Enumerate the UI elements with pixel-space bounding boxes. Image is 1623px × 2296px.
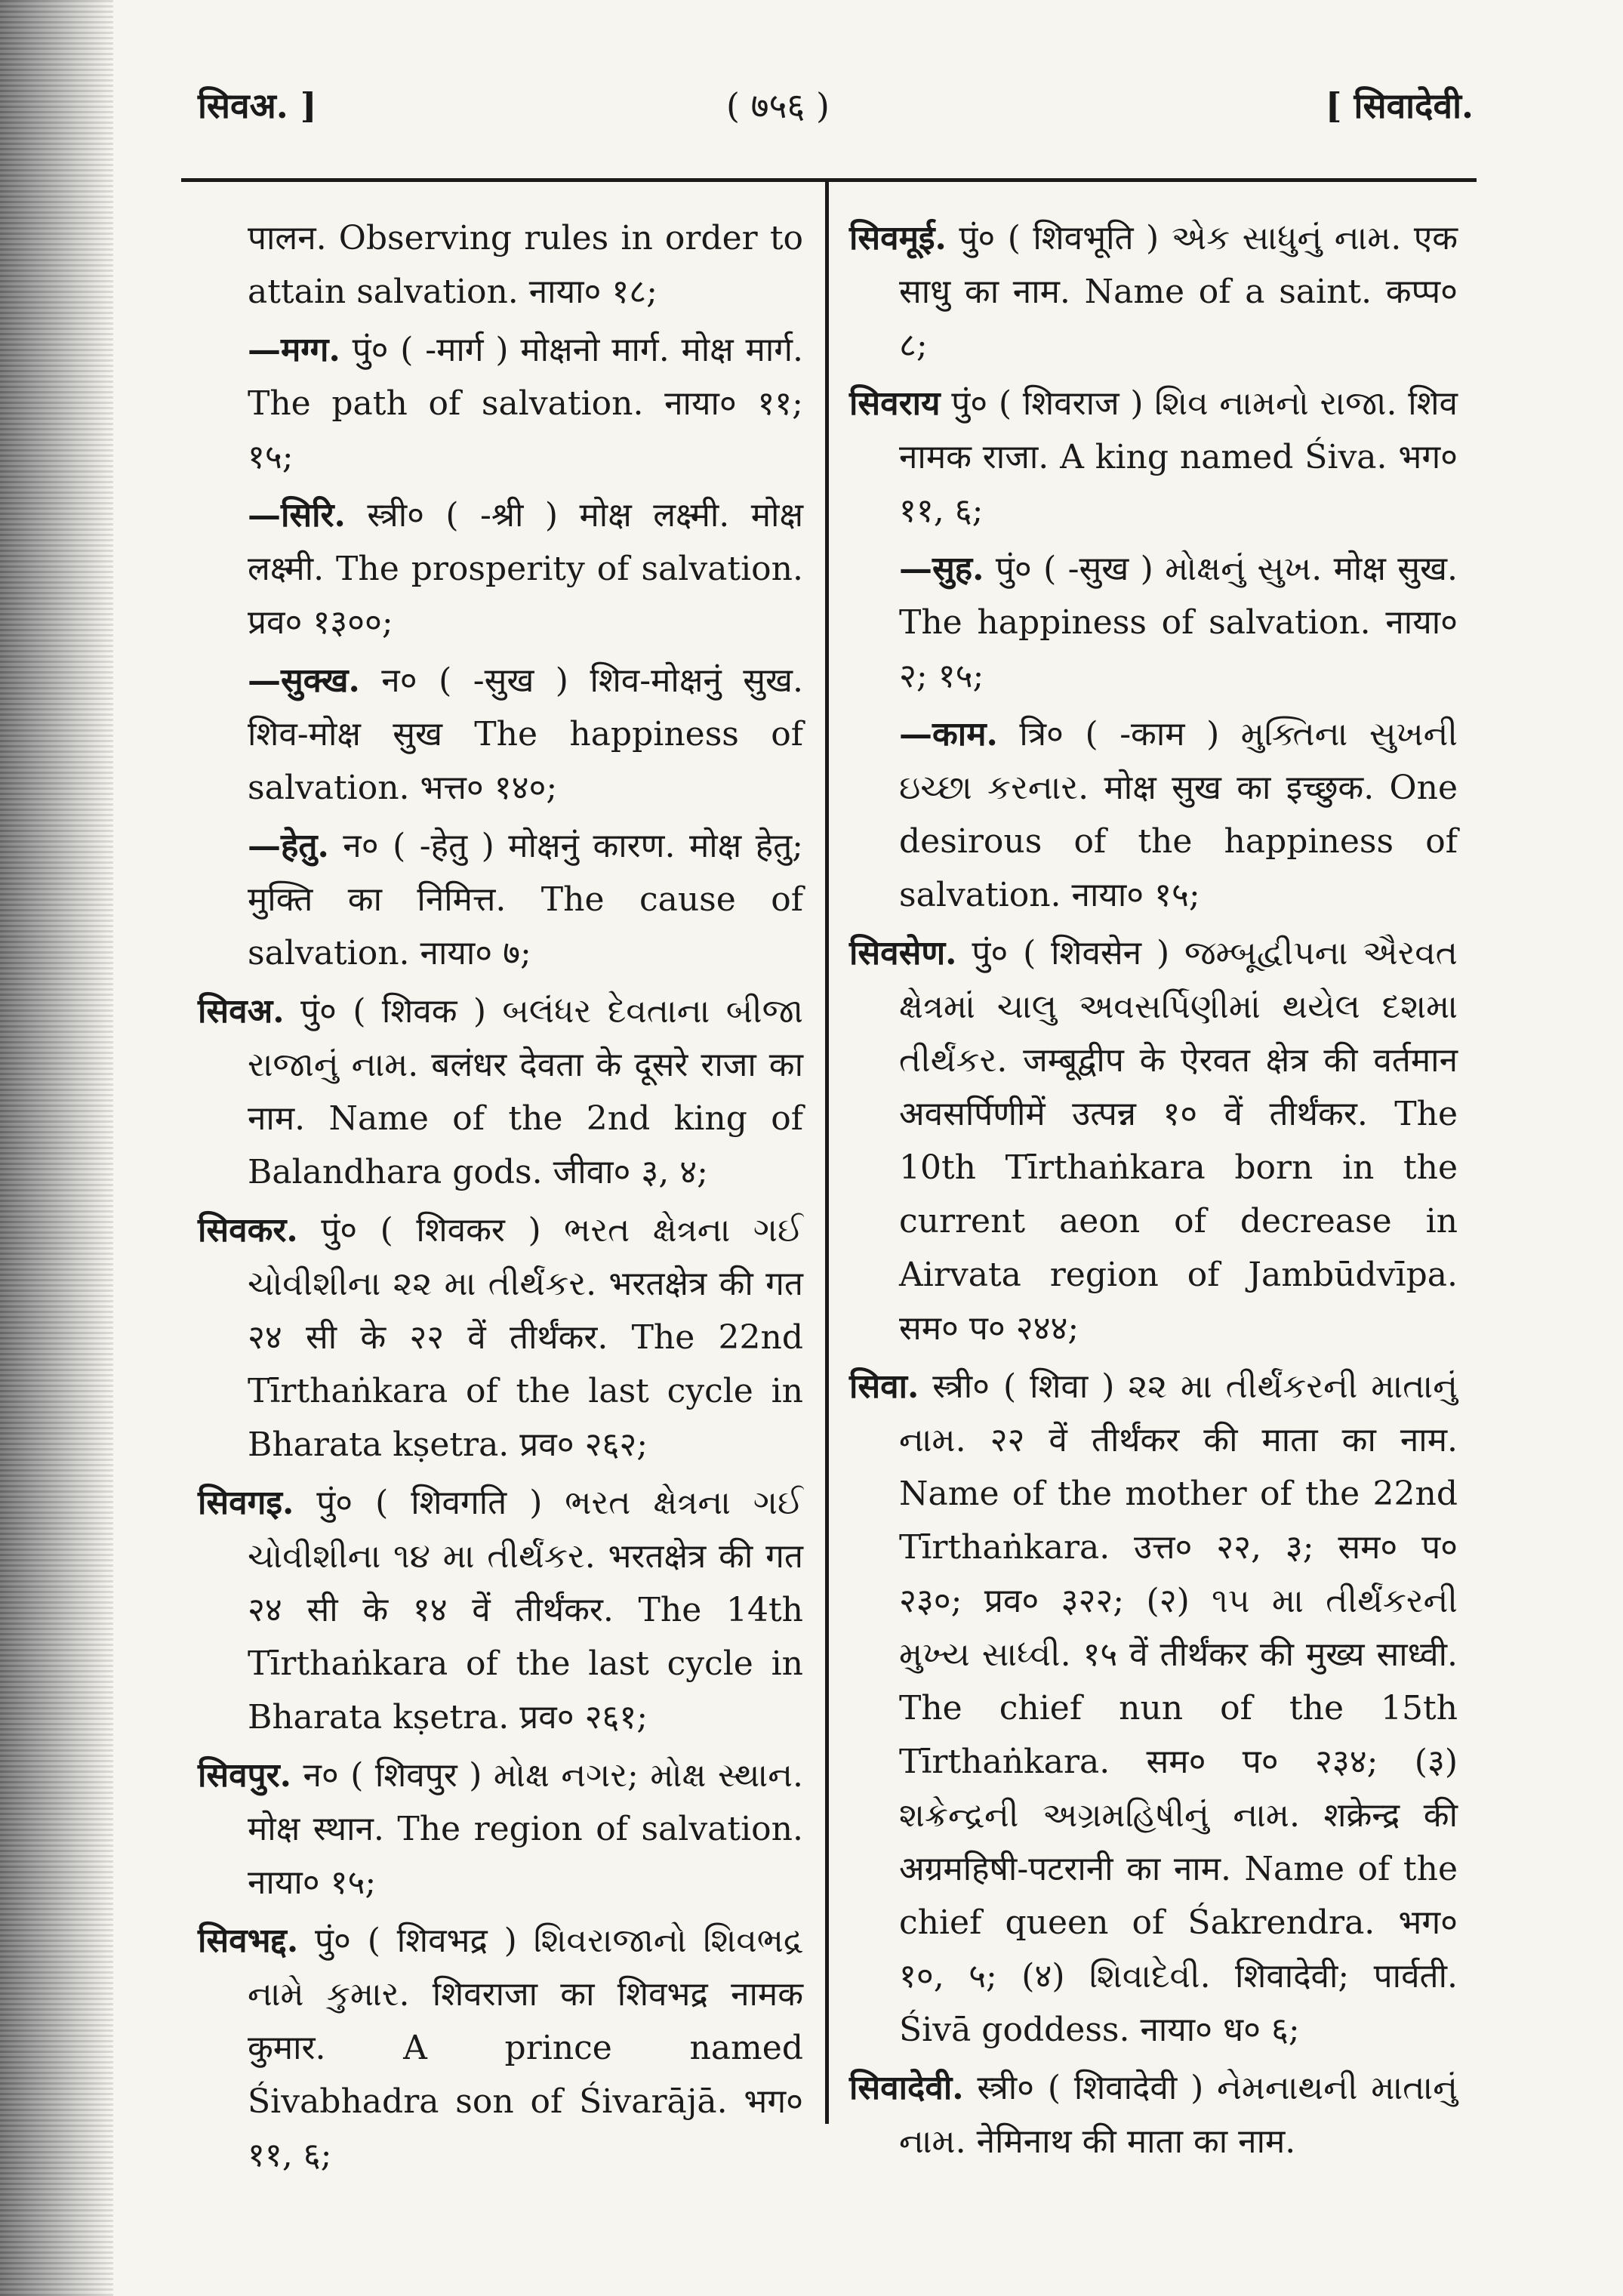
entry-compound-headword: —सिरि. — [248, 496, 346, 535]
dictionary-entry — [198, 211, 803, 319]
entry-headword: सिवकर. — [198, 1211, 298, 1250]
page-number: ( ७५६ ) — [726, 85, 830, 126]
entry-headword: सिवभद्द. — [198, 1922, 299, 1960]
dictionary-entry — [198, 1203, 803, 1472]
entry-definition: पुं० ( शिवसेन ) જમ્બૂદ્વીપના ઐરવત ક્ષેત્રમાં ચાલુ અવસર્પિણીમાં થયેલ દશમા તીર્થંકર. जम्बूद्वीप के ऐरवत क्षेत्र की वर्तमान अवसर्पिणीमें उत्पन्न १० वें तीर्थंकर. The 10th Tīrthaṅkara born in the current aeon of decrease in Airvata region of Jambūdvīpa. सम० प० २४४; — [899, 934, 1458, 1348]
entry-definition: पुं० ( -मार्ग ) मोक्षनो मार्ग. मोक्ष मार्ग. The path of salvation. नाया० ११; १५; — [248, 331, 803, 476]
left-column — [198, 211, 803, 2187]
dictionary-entry — [849, 1360, 1458, 2057]
entry-definition: स्त्री० ( शिवा ) ૨૨ મા તીર્થંકરની માતાનું નામ. २२ वें तीर्थंकर की माता का नाम. Name of the mother of the 22nd Tīrthaṅkara. उत्त० २२, ३; सम० प० २३०; प्रव० ३२२; (२) ૧૫ મા તીર્થંકરની મુખ્ય સાધ્વી. १५ वें तीर्थंकर की मुख्य साध्वी. The chief nun of the 15th Tīrthaṅkara. सम० प० २३४; (३) શક્રેન્દ્રની અગ્રમહિષીનું નામ. शक्रेन्द्र की अग्रमहिषी-पटरानी का नाम. Name of the chief queen of Śakrendra. भग० १०, ५; (४) શિવાદેવી. शिवादेवी; पार्वती. Śivā goddess. नाया० ध० ६; — [899, 1367, 1458, 2049]
entry-compound-headword: —मग्ग. — [248, 331, 340, 369]
entry-definition: न० ( -सुख ) शिव-मोक्षनुं सुख. शिव-मोक्ष सुख The happiness of salvation. भत्त० १४०; — [248, 661, 803, 807]
dictionary-entry — [198, 985, 803, 1199]
entry-definition: पुं० ( शिवभूति ) એક સાધુનું નામ. एक साधु का नाम. Name of a saint. कप्प० ८; — [899, 219, 1458, 365]
entry-headword: सिवराय — [849, 384, 941, 423]
dictionary-entry — [849, 211, 1458, 372]
entry-compound-headword: —सुक्ख. — [248, 661, 360, 700]
page-header — [198, 82, 1474, 142]
entry-headword: सिवादेवी. — [849, 2069, 964, 2107]
entry-headword: सिवपुर. — [198, 1756, 291, 1795]
scan-edge-shadow — [0, 0, 113, 2296]
dictionary-entry — [198, 323, 803, 484]
header-rule — [181, 178, 1477, 182]
entry-definition: पुं० ( शिवकर ) ભરત ક્ષેત્રના ગઈ ચોવીશીના ૨૨ મા તીર્થંકર. भरतक्षेत्र की गत २४ सी के २२ वें तीर्थंकर. The 22nd Tīrthaṅkara of the last cycle in Bharata kṣetra. प्रव० २६२; — [248, 1211, 803, 1464]
entry-definition: पुं० ( शिवभद्र ) શિવરાજાનો શિવભદ્ર નામે કુમાર. शिवराजा का शिवभद्र नामक कुमार. A prince named Śivabhadra son of Śivarājā. भग० ११, ६; — [248, 1922, 803, 2174]
entry-definition: पुं० ( -सुख ) મોક્ષનું સુખ. मोक्ष सुख. The happiness of salvation. नाया० २; १५; — [899, 550, 1458, 695]
dictionary-entry — [198, 1476, 803, 1744]
header-left-guide-word: सिवअ. ] — [198, 85, 317, 126]
right-column — [849, 211, 1458, 2173]
entry-definition: स्त्री० ( -श्री ) मोक्ष लक्ष्मी. मोक्ष लक्ष्मी. The prosperity of salvation. प्रव० १३००; — [248, 496, 803, 642]
entry-definition: पुं० ( शिवक ) બલંધર દેવતાના બીજા રાજાનું નામ. बलंधर देवता के दूसरे राजा का नाम. Name of the 2nd king of Balandhara gods. जीवा० ३, ४; — [248, 992, 803, 1191]
entry-headword: सिवसेण. — [849, 934, 957, 972]
dictionary-entry — [849, 707, 1458, 922]
dictionary-entry — [198, 654, 803, 815]
entry-definition: न० ( -हेतु ) मोक्षनुं कारण. मोक्ष हेतु; मुक्ति का निमित्त. The cause of salvation. नाया० ७; — [248, 827, 803, 972]
dictionary-entry — [198, 1749, 803, 1909]
entry-compound-headword: —हेतु. — [248, 827, 329, 865]
dictionary-entry — [849, 2061, 1458, 2168]
entry-definition: न० ( शिवपुर ) મોક્ષ નગર; મોક્ષ સ્થાન. मोक्ष स्थान. The region of salvation. नाया० १५; — [248, 1756, 803, 1902]
column-divider — [825, 180, 829, 2124]
entry-headword: सिवा. — [849, 1367, 919, 1406]
dictionary-entry — [198, 488, 803, 649]
entry-headword: सिवमूई. — [849, 219, 947, 257]
entry-compound-headword: —काम. — [899, 715, 998, 754]
dictionary-entry — [849, 377, 1458, 538]
dictionary-entry — [198, 819, 803, 980]
dictionary-entry — [849, 542, 1458, 703]
entry-definition: त्रि० ( -काम ) મુક્તિના સુખની ઇચ્છા કરનાર. मोक्ष सुख का इच्छुक. One desirous of the happiness of salvation. नाया० १५; — [899, 715, 1458, 914]
entry-definition: स्त्री० ( शिवादेवी ) નેમનાથની માતાનું નામ. नेमिनाथ की माता का नाम. — [899, 2069, 1458, 2161]
entry-headword: सिवगइ. — [198, 1484, 294, 1522]
entry-definition: पुं० ( शिवगति ) ભરત ક્ષેત્રના ગઈ ચોવીશીના ૧૪ મા તીર્થંકર. भरतक्षेत्र की गत २४ सी के १४ वें तीर्थंकर. The 14th Tīrthaṅkara of the last cycle in Bharata kṣetra. प्रव० २६१; — [248, 1484, 803, 1737]
entry-headword: सिवअ. — [198, 992, 285, 1031]
dictionary-entry — [198, 1914, 803, 2182]
entry-compound-headword: —सुह. — [899, 550, 984, 588]
dictionary-entry — [849, 926, 1458, 1355]
header-right-guide-word: [ सिवादेवी. — [1325, 85, 1474, 126]
entry-definition: पालन. Observing rules in order to attain salvation. नाया० १८; — [248, 219, 803, 311]
entry-definition: पुं० ( शिवराज ) શિવ નામનો રાજા. शिव नामक राजा. A king named Śiva. भग० ११, ६; — [899, 384, 1458, 530]
